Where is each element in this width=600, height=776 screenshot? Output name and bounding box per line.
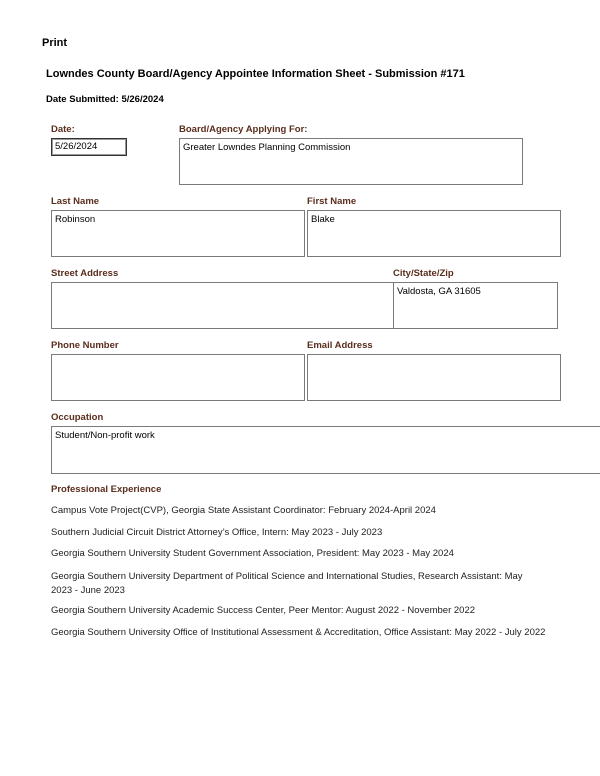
- occupation-field[interactable]: Student/Non-profit work: [51, 426, 600, 474]
- experience-item: Georgia Southern University Department of Political Science and International Studies, Research Assistant: May 2023 - June 2023: [51, 571, 523, 596]
- street-address-field[interactable]: [51, 282, 394, 329]
- date-field[interactable]: 5/26/2024: [51, 138, 127, 156]
- city-state-zip-field[interactable]: Valdosta, GA 31605: [393, 282, 558, 329]
- phone-number-label: Phone Number: [51, 340, 119, 351]
- date-submitted: Date Submitted: 5/26/2024: [46, 94, 164, 105]
- email-address-field[interactable]: [307, 354, 561, 401]
- street-address-label: Street Address: [51, 268, 119, 279]
- first-name-field[interactable]: Blake: [307, 210, 561, 257]
- occupation-label: Occupation: [51, 412, 104, 423]
- board-agency-field[interactable]: Greater Lowndes Planning Commission: [179, 138, 523, 185]
- first-name-label: First Name: [307, 196, 357, 207]
- experience-item: Georgia Southern University Office of Institutional Assessment & Accreditation, Office Assistant: May 2022 - July 2022: [51, 627, 546, 638]
- phone-number-field[interactable]: [51, 354, 305, 401]
- date-label: Date:: [51, 124, 75, 135]
- last-name-field[interactable]: Robinson: [51, 210, 305, 257]
- experience-item: Campus Vote Project(CVP), Georgia State Assistant Coordinator: February 2024-April 2024: [51, 505, 436, 516]
- experience-item: Georgia Southern University Academic Success Center, Peer Mentor: August 2022 - November 2022: [51, 605, 476, 616]
- print-link[interactable]: Print: [42, 37, 68, 49]
- board-agency-label: Board/Agency Applying For:: [179, 124, 308, 135]
- experience-item: Georgia Southern University Student Government Association, President: May 2023 - May 2024: [51, 548, 454, 559]
- professional-experience-label: Professional Experience: [51, 484, 162, 495]
- city-state-zip-label: City/State/Zip: [393, 268, 454, 279]
- email-address-label: Email Address: [307, 340, 373, 351]
- last-name-label: Last Name: [51, 196, 100, 207]
- form-title: Lowndes County Board/Agency Appointee Information Sheet - Submission #171: [46, 68, 465, 80]
- experience-item: Southern Judicial Circuit District Attorney’s Office, Intern: May 2023 - July 2023: [51, 527, 383, 538]
